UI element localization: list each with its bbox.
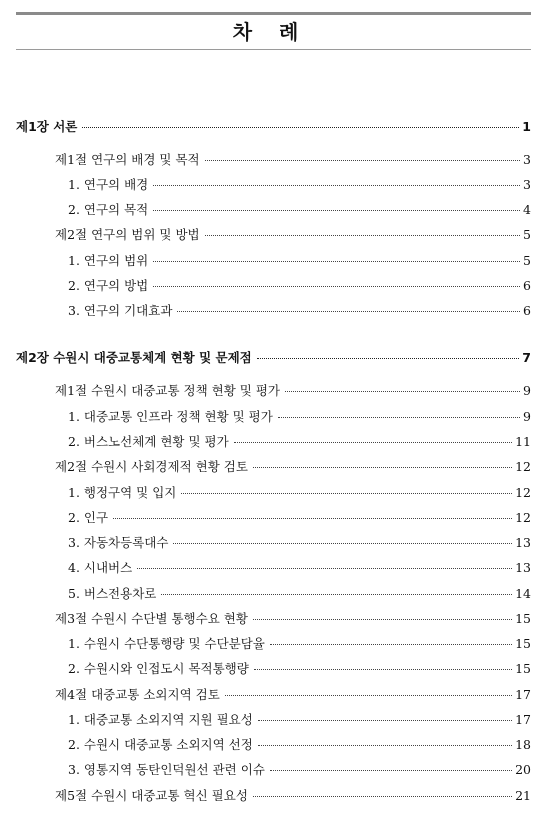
dot-leader [153, 286, 520, 287]
toc-entry-label: 2. 수원시 대중교통 소외지역 선정 [68, 737, 253, 752]
toc-page-number: 14 [515, 586, 531, 601]
toc-entry-label: 2. 수원시와 인접도시 목적통행량 [68, 661, 249, 676]
toc-subsection-entry[interactable] [0, 200, 531, 218]
toc-page-number: 18 [515, 737, 531, 752]
toc-entry-label: 제3절 수원시 수단별 통행수요 현황 [55, 611, 248, 626]
toc-page-number: 15 [515, 661, 531, 676]
toc-subsection-entry[interactable] [0, 634, 531, 652]
toc-page-number: 12 [515, 510, 531, 525]
toc-entry-label: 3. 영통지역 동탄인덕원선 관련 이슈 [68, 762, 265, 777]
dot-leader [153, 210, 520, 211]
toc-page-number: 9 [523, 383, 531, 398]
toc-entry-label: 4. 시내버스 [68, 560, 133, 575]
toc-entry-label: 1. 행정구역 및 입지 [68, 485, 177, 500]
toc-entry-label: 1. 수원시 수단통행량 및 수단분담율 [68, 636, 265, 651]
toc-section-entry[interactable] [0, 685, 531, 703]
toc-entry-label: 1. 연구의 배경 [68, 177, 149, 192]
toc-entry-label: 1. 대중교통 인프라 정책 현황 및 평가 [68, 409, 273, 424]
toc-entry-label: 5. 버스전용차로 [68, 586, 157, 601]
dot-leader [253, 796, 512, 797]
dot-leader [113, 518, 512, 519]
toc-page-number: 15 [515, 611, 531, 626]
toc-page-number: 12 [515, 485, 531, 500]
toc-entry-label: 제2절 연구의 범위 및 방법 [55, 227, 200, 242]
dot-leader [181, 493, 512, 494]
toc-page-number: 4 [523, 202, 531, 217]
dot-leader [278, 417, 520, 418]
dot-leader [153, 185, 520, 186]
toc-page-number: 17 [515, 712, 531, 727]
toc-subsection-entry[interactable] [0, 710, 531, 728]
toc-section-entry[interactable] [0, 225, 531, 243]
dot-leader [257, 358, 520, 359]
toc-page-number: 7 [522, 350, 531, 365]
toc-entry-label: 2. 연구의 목적 [68, 202, 149, 217]
toc-chapter-entry[interactable] [0, 348, 531, 366]
toc-page-number: 3 [523, 177, 531, 192]
toc-entry-label: 제4절 대중교통 소외지역 검토 [55, 687, 220, 702]
page-title: 차 례 [232, 20, 309, 44]
dot-leader [270, 770, 512, 771]
dot-leader [173, 543, 512, 544]
toc-entry-label: 1. 연구의 범위 [68, 253, 149, 268]
toc-page-number: 3 [523, 152, 531, 167]
dot-leader [205, 160, 520, 161]
toc-entry-label: 3. 자동차등록대수 [68, 535, 169, 550]
dot-leader [258, 745, 512, 746]
toc-entry-label: 2. 인구 [68, 510, 109, 525]
dot-leader [153, 261, 520, 262]
toc-page-number: 1 [522, 119, 531, 134]
toc-section-entry[interactable] [0, 457, 531, 475]
toc-entry-label: 2. 버스노선체계 현황 및 평가 [68, 434, 229, 449]
dot-leader [234, 442, 512, 443]
toc-page-number: 12 [515, 459, 531, 474]
toc-entry-label: 제5절 수원시 대중교통 혁신 필요성 [55, 788, 248, 803]
toc-subsection-entry[interactable] [0, 251, 531, 269]
toc-chapter-entry[interactable] [0, 117, 531, 135]
dot-leader [270, 644, 512, 645]
dot-leader [258, 720, 512, 721]
toc-page-number: 9 [523, 409, 531, 424]
toc-page-number: 11 [515, 434, 531, 449]
dot-leader [205, 235, 520, 236]
toc-subsection-entry[interactable] [0, 659, 531, 677]
toc-subsection-entry[interactable] [0, 301, 531, 319]
toc-subsection-entry[interactable] [0, 175, 531, 193]
toc-section-entry[interactable] [0, 150, 531, 168]
toc-entry-label: 제1절 연구의 배경 및 목적 [55, 152, 200, 167]
toc-entry-label: 3. 연구의 기대효과 [68, 303, 173, 318]
toc-page-number: 17 [515, 687, 531, 702]
toc-page-number: 13 [515, 560, 531, 575]
dot-leader [82, 127, 519, 128]
dot-leader [137, 568, 512, 569]
dot-leader [253, 467, 512, 468]
toc-section-entry[interactable] [0, 786, 531, 804]
dot-leader [225, 695, 512, 696]
toc-entry-label: 제1장 서론 [16, 119, 78, 134]
dot-leader [161, 594, 512, 595]
toc-subsection-entry[interactable] [0, 483, 531, 501]
toc-subsection-entry[interactable] [0, 432, 531, 450]
toc-page-number: 13 [515, 535, 531, 550]
toc-subsection-entry[interactable] [0, 407, 531, 425]
toc-page-number: 21 [515, 788, 531, 803]
toc-page-number: 6 [523, 278, 531, 293]
toc-entry-label: 1. 대중교통 소외지역 지원 필요성 [68, 712, 253, 727]
toc-entry-label: 2. 연구의 방법 [68, 278, 149, 293]
dot-leader [285, 391, 520, 392]
toc-subsection-entry[interactable] [0, 584, 531, 602]
dot-leader [177, 311, 520, 312]
dot-leader [253, 619, 512, 620]
toc-subsection-entry[interactable] [0, 558, 531, 576]
dot-leader [254, 669, 512, 670]
toc-section-entry[interactable] [0, 381, 531, 399]
toc-subsection-entry[interactable] [0, 276, 531, 294]
toc-page-number: 6 [523, 303, 531, 318]
toc-page-number: 15 [515, 636, 531, 651]
toc-page-number: 5 [523, 227, 531, 242]
toc-entry-label: 제1절 수원시 대중교통 정책 현황 및 평가 [55, 383, 280, 398]
toc-section-entry[interactable] [0, 609, 531, 627]
toc-subsection-entry[interactable] [0, 735, 531, 753]
toc-entry-label: 제2절 수원시 사회경제적 현황 검토 [55, 459, 248, 474]
toc-page-number: 20 [515, 762, 531, 777]
toc-subsection-entry[interactable] [0, 760, 531, 778]
toc-subsection-entry[interactable] [0, 533, 531, 551]
toc-entry-label: 제2장 수원시 대중교통체계 현황 및 문제점 [16, 350, 252, 365]
toc-page-number: 5 [523, 253, 531, 268]
toc-subsection-entry[interactable] [0, 508, 531, 526]
